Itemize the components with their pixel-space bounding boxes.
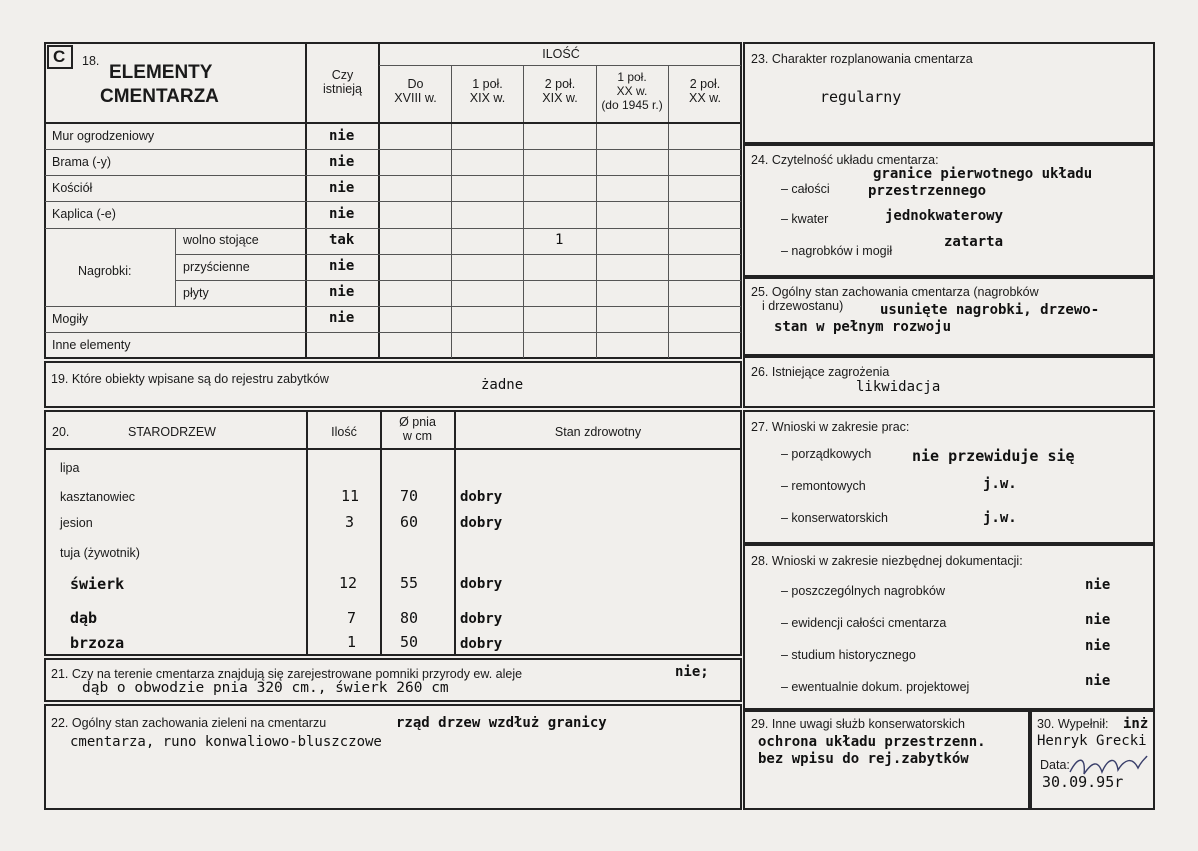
s27-item-value-2: j.w. (983, 476, 1017, 492)
row-label-chapel: Kaplica (-e) (52, 207, 116, 221)
row-label-other: Inne elementy (52, 338, 131, 352)
tree-diam-ash: 60 (400, 513, 419, 531)
s24-label: 24. Czytelność układu cmentarza: (751, 153, 939, 167)
s21-detail: dąb o obwodzie pnia 320 cm., świerk 260 cm (82, 680, 449, 696)
s22-line1: rząd drzew wzdłuż granicy (396, 715, 607, 731)
s28-item-value-4: nie (1085, 673, 1111, 689)
tree-health-oak: dobry (460, 611, 503, 627)
tree-health-birch: dobry (460, 636, 503, 652)
s21-answer: nie; (675, 664, 709, 680)
tree-diam-chestnut: 70 (400, 487, 419, 505)
tree-health-chestnut: dobry (460, 489, 503, 505)
s20-col-count: Ilość (331, 425, 357, 439)
section-20-trees (44, 410, 742, 656)
exists-value-chapel: nie (329, 206, 355, 222)
s27-item-label-3: – konserwatorskich (781, 511, 888, 525)
exists-value-wall: nie (329, 128, 355, 144)
s20-title: STARODRZEW (128, 425, 216, 439)
row-label-slabs: płyty (183, 286, 209, 300)
s21-label: 21. Czy na terenie cmentarza znajdują się zarejestrowane pomniki przyrody ew. aleje (51, 667, 523, 681)
s30-date: 30.09.95r (1042, 773, 1124, 791)
row-label-wall-mounted: przyścienne (183, 260, 250, 274)
qty-header: ILOŚĆ (542, 47, 580, 61)
s25-label-1: 25. Ogólny stan zachowania cmentarza (nagrobków (751, 285, 1039, 299)
row-label-wall: Mur ogrodzeniowy (52, 129, 155, 143)
s28-item-label-1: – poszczególnych nagrobków (781, 584, 945, 598)
s30-name: Henryk Grecki (1037, 733, 1147, 749)
s24-whole-label: – całości (781, 182, 830, 196)
s27-item-value-1: nie przewiduje się (912, 447, 1075, 465)
s26-label: 26. Istniejące zagrożenia (751, 365, 890, 379)
s25-label-2: i drzewostanu) (762, 299, 844, 313)
tree-name-chestnut: kasztanowiec (60, 490, 136, 504)
s28-item-value-2: nie (1085, 612, 1111, 628)
s25-value-2: stan w pełnym rozwoju (774, 319, 952, 335)
period-header-4: 1 poł. XX w. (do 1945 r.) (601, 70, 663, 112)
s28-item-label-2: – ewidencji całości cmentarza (781, 616, 947, 630)
s22-line2: cmentarza, runo konwaliowo-bluszczowe (70, 734, 382, 750)
s24-whole-value-1: granice pierwotnego układu (873, 166, 1093, 182)
tree-name-birch: brzoza (70, 634, 125, 652)
s23-value: regularny (820, 88, 902, 106)
count-freestanding: 1 (555, 232, 564, 248)
section-title-line1: ELEMENTY (109, 62, 213, 83)
s27-item-label-2: – remontowych (781, 479, 866, 493)
row-label-graves: Mogiły (52, 312, 89, 326)
row-label-freestanding: wolno stojące (183, 233, 259, 247)
exists-value-wall-mounted: nie (329, 258, 355, 274)
tree-diam-oak: 80 (400, 609, 419, 627)
exists-value-graves: nie (329, 310, 355, 326)
tree-name-spruce: świerk (70, 575, 125, 593)
s20-num: 20. (52, 425, 70, 439)
period-header-1: Do XVIII w. (394, 77, 437, 105)
section-number-18: 18. (82, 54, 100, 68)
period-header-3: 2 poł. XIX w. (542, 77, 578, 105)
s19-label: 19. Które obiekty wpisane są do rejestru zabytków (51, 372, 329, 386)
s29-value-2: bez wpisu do rej.zabytków (758, 751, 969, 767)
s25-value-1: usunięte nagrobki, drzewo- (880, 302, 1100, 318)
s26-value: likwidacja (856, 379, 941, 395)
s30-label: 30. Wypełnił: (1037, 717, 1109, 731)
tree-count-spruce: 12 (339, 574, 358, 592)
s29-label: 29. Inne uwagi służb konserwatorskich (751, 717, 966, 731)
period-header-2: 1 poł. XIX w. (469, 77, 506, 105)
row-label-nagrobki: Nagrobki: (78, 264, 132, 278)
s24-whole-value-2: przestrzennego (868, 183, 987, 199)
s24-graves-value: zatarta (944, 234, 1004, 250)
s24-quarters-label: – kwater (781, 212, 829, 226)
s30-title: inż (1123, 716, 1149, 732)
tree-name-thuja: tuja (żywotnik) (60, 546, 140, 560)
s27-item-value-3: j.w. (983, 510, 1017, 526)
exists-value-gate: nie (329, 154, 355, 170)
tree-diam-birch: 50 (400, 633, 419, 651)
s28-item-value-1: nie (1085, 577, 1111, 593)
tree-count-ash: 3 (345, 513, 355, 531)
s19-value: żadne (481, 377, 524, 393)
tree-health-spruce: dobry (460, 576, 503, 592)
col-exists-header: Czy istnieją (323, 68, 362, 96)
s23-label: 23. Charakter rozplanowania cmentarza (751, 52, 973, 66)
s24-graves-label: – nagrobków i mogił (781, 244, 893, 258)
tree-count-birch: 1 (347, 633, 357, 651)
s22-label: 22. Ogólny stan zachowania zieleni na cmentarzu (51, 716, 327, 730)
tree-name-oak: dąb (70, 609, 98, 627)
s20-col-diam: Ø pnia w cm (399, 415, 436, 443)
tree-name-linden: lipa (60, 461, 80, 475)
exists-value-slabs: nie (329, 284, 355, 300)
s28-label: 28. Wnioski w zakresie niezbędnej dokumentacji: (751, 554, 1023, 568)
exists-value-freestanding: tak (329, 232, 355, 248)
tree-name-ash: jesion (60, 516, 93, 530)
s27-label: 27. Wnioski w zakresie prac: (751, 420, 910, 434)
tree-health-ash: dobry (460, 515, 503, 531)
section-26 (743, 356, 1155, 408)
section-letter: C (53, 47, 66, 66)
s28-item-label-3: – studium historycznego (781, 648, 916, 662)
tree-diam-spruce: 55 (400, 574, 419, 592)
s28-item-label-4: – ewentualnie dokum. projektowej (781, 680, 970, 694)
period-header-5: 2 poł. XX w. (689, 77, 721, 105)
tree-count-oak: 7 (347, 609, 357, 627)
s30-date-label: Data: (1040, 758, 1070, 772)
s29-value-1: ochrona układu przestrzenn. (758, 734, 986, 750)
tree-count-chestnut: 11 (341, 487, 360, 505)
section-title-line2: CMENTARZA (100, 86, 219, 107)
s27-item-label-1: – porządkowych (781, 447, 872, 461)
row-label-church: Kościół (52, 181, 93, 195)
s28-item-value-3: nie (1085, 638, 1111, 654)
s24-quarters-value: jednokwaterowy (885, 208, 1004, 224)
row-label-gate: Brama (-y) (52, 155, 112, 169)
exists-value-church: nie (329, 180, 355, 196)
s20-col-health: Stan zdrowotny (554, 425, 642, 439)
